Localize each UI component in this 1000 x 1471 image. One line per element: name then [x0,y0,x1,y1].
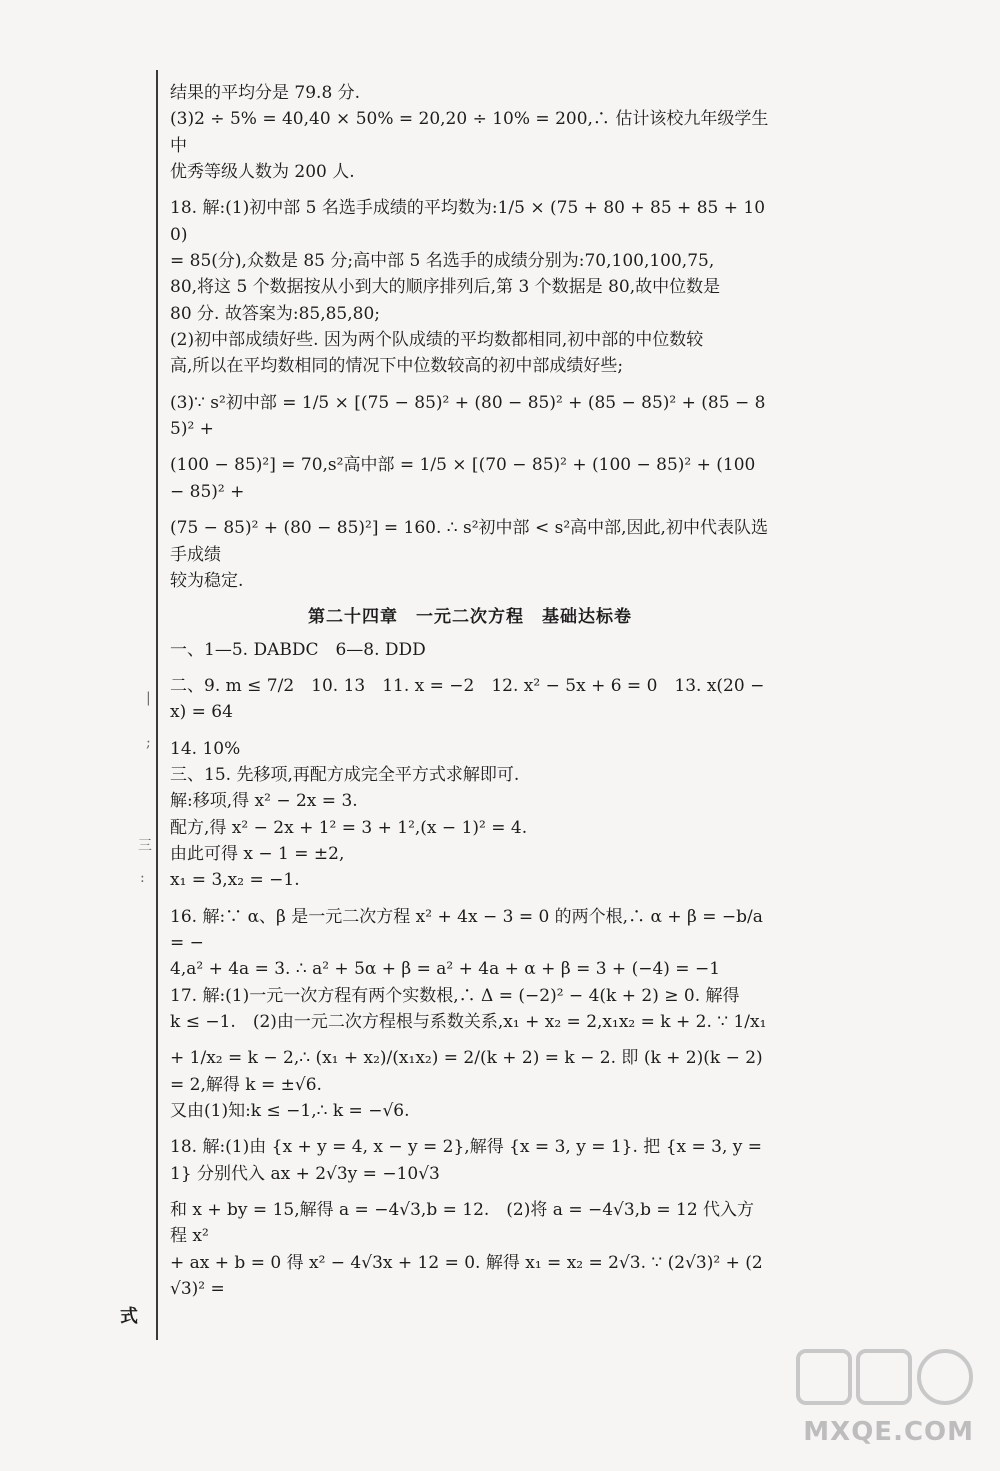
margin-mark: 三 [138,838,152,854]
watermark-logo [790,1341,980,1451]
text-line: 16. 解:∵ α、β 是一元二次方程 x² + 4x − 3 = 0 的两个根,∴ α + β = −b/a = − [170,906,769,953]
text-line: 三、15. 先移项,再配方成完全平方式求解即可. [170,764,520,785]
text-line: k ≤ −1. (2)由一元二次方程根与系数关系,x₁ + x₂ = 2,x₁x₂ = k + 2. ∵ 1/x₁ [170,1012,767,1032]
answer-content [170,80,770,1302]
text-line: 一、1—5. DABDC 6—8. DDD [170,639,426,660]
text-line: (3)2 ÷ 5% = 40,40 × 50% = 20,20 ÷ 10% = 200,∴ 估计该校九年级学生中 [170,109,769,156]
text-line: 结果的平均分是 79.8 分. [170,83,361,103]
text-line: 解:移项,得 x² − 2x = 3. [170,791,358,812]
text-line: 18. 解:(1)初中部 5 名选手成绩的平均数为:1/5 × (75 + 80 + 85 + 85 + 100) [170,198,766,245]
text-line: (3)∵ s²初中部 = 1/5 × [(75 − 85)² + (80 − 85)² + (85 − 85)² + (85 − 85)² + [170,392,766,440]
text-line: x₁ = 3,x₂ = −1. [170,870,300,891]
margin-mark: | [146,690,151,706]
text-line: 17. 解:(1)一元一次方程有两个实数根,∴ Δ = (−2)² − 4(k + 2) ≥ 0. 解得 [170,985,740,1006]
text-line: 二、9. m ≤ 7/2 10. 13 11. x = −2 12. x² − 5x + 6 = 0 13. x(20 − x) = 64 [170,675,770,723]
text-line: = 85(分),众数是 85 分;高中部 5 名选手的成绩分别为:70,100,100,75, [170,251,715,272]
margin-mark: ; [146,735,151,751]
watermark-text: MXQE.COM [803,1417,974,1447]
text-line: (100 − 85)²] = 70,s²高中部 = 1/5 × [(70 − 85)² + (100 − 85)² + (100 − 85)² + [170,455,761,502]
text-line: 14. 10% [170,738,241,759]
text-line: + ax + b = 0 得 x² − 4√3x + 12 = 0. 解得 x₁ = x₂ = 2√3. ∵ (2√3)² + (2√3)² = [170,1252,763,1300]
chapter-title: 第二十四章 一元二次方程 基础达标卷 [308,607,632,628]
text-line: 高,所以在平均数相同的情况下中位数较高的初中部成绩好些; [170,356,624,377]
text-line: 80,将这 5 个数据按从小到大的顺序排列后,第 3 个数据是 80,故中位数是 [170,277,721,298]
corner-mark: 式 [120,1306,138,1327]
text-line: 又由(1)知:k ≤ −1,∴ k = −√6. [170,1101,410,1122]
margin-mark: : [140,870,145,886]
text-line: 和 x + by = 15,解得 a = −4√3,b = 12. (2)将 a = −4√3,b = 12 代入方程 x² [170,1200,755,1247]
text-line: 配方,得 x² − 2x + 1² = 3 + 1²,(x − 1)² = 4. [170,817,528,838]
watermark-icon [790,1341,980,1421]
text-line: (75 − 85)² + (80 − 85)²] = 160. ∴ s²初中部 < s²高中部,因此,初中代表队选手成绩 [170,518,768,565]
text-line: 较为稳定. [170,570,244,591]
text-line: + 1/x₂ = k − 2,∴ (x₁ + x₂)/(x₁x₂) = 2/(k + 2) = k − 2. 即 (k + 2)(k − 2) = 2,解得 k = ±√6. [170,1048,769,1095]
text-line: (2)初中部成绩好些. 因为两个队成绩的平均数都相同,初中部的中位数较 [170,330,704,351]
text-line: 18. 解:(1)由 {x + y = 4, x − y = 2},解得 {x = 3, y = 1}. 把 {x = 3, y = 1} 分别代入 ax + 2√3y = −10√3 [170,1137,768,1184]
text-line: 80 分. 故答案为:85,85,80; [170,303,381,324]
text-line: 由此可得 x − 1 = ±2, [170,843,345,864]
text-line: 优秀等级人数为 200 人. [170,162,355,183]
text-line: 4,a² + 4a = 3. ∴ a² + 5α + β = a² + 4a + α + β = 3 + (−4) = −1 [170,959,721,980]
margin-rule [156,70,158,1340]
